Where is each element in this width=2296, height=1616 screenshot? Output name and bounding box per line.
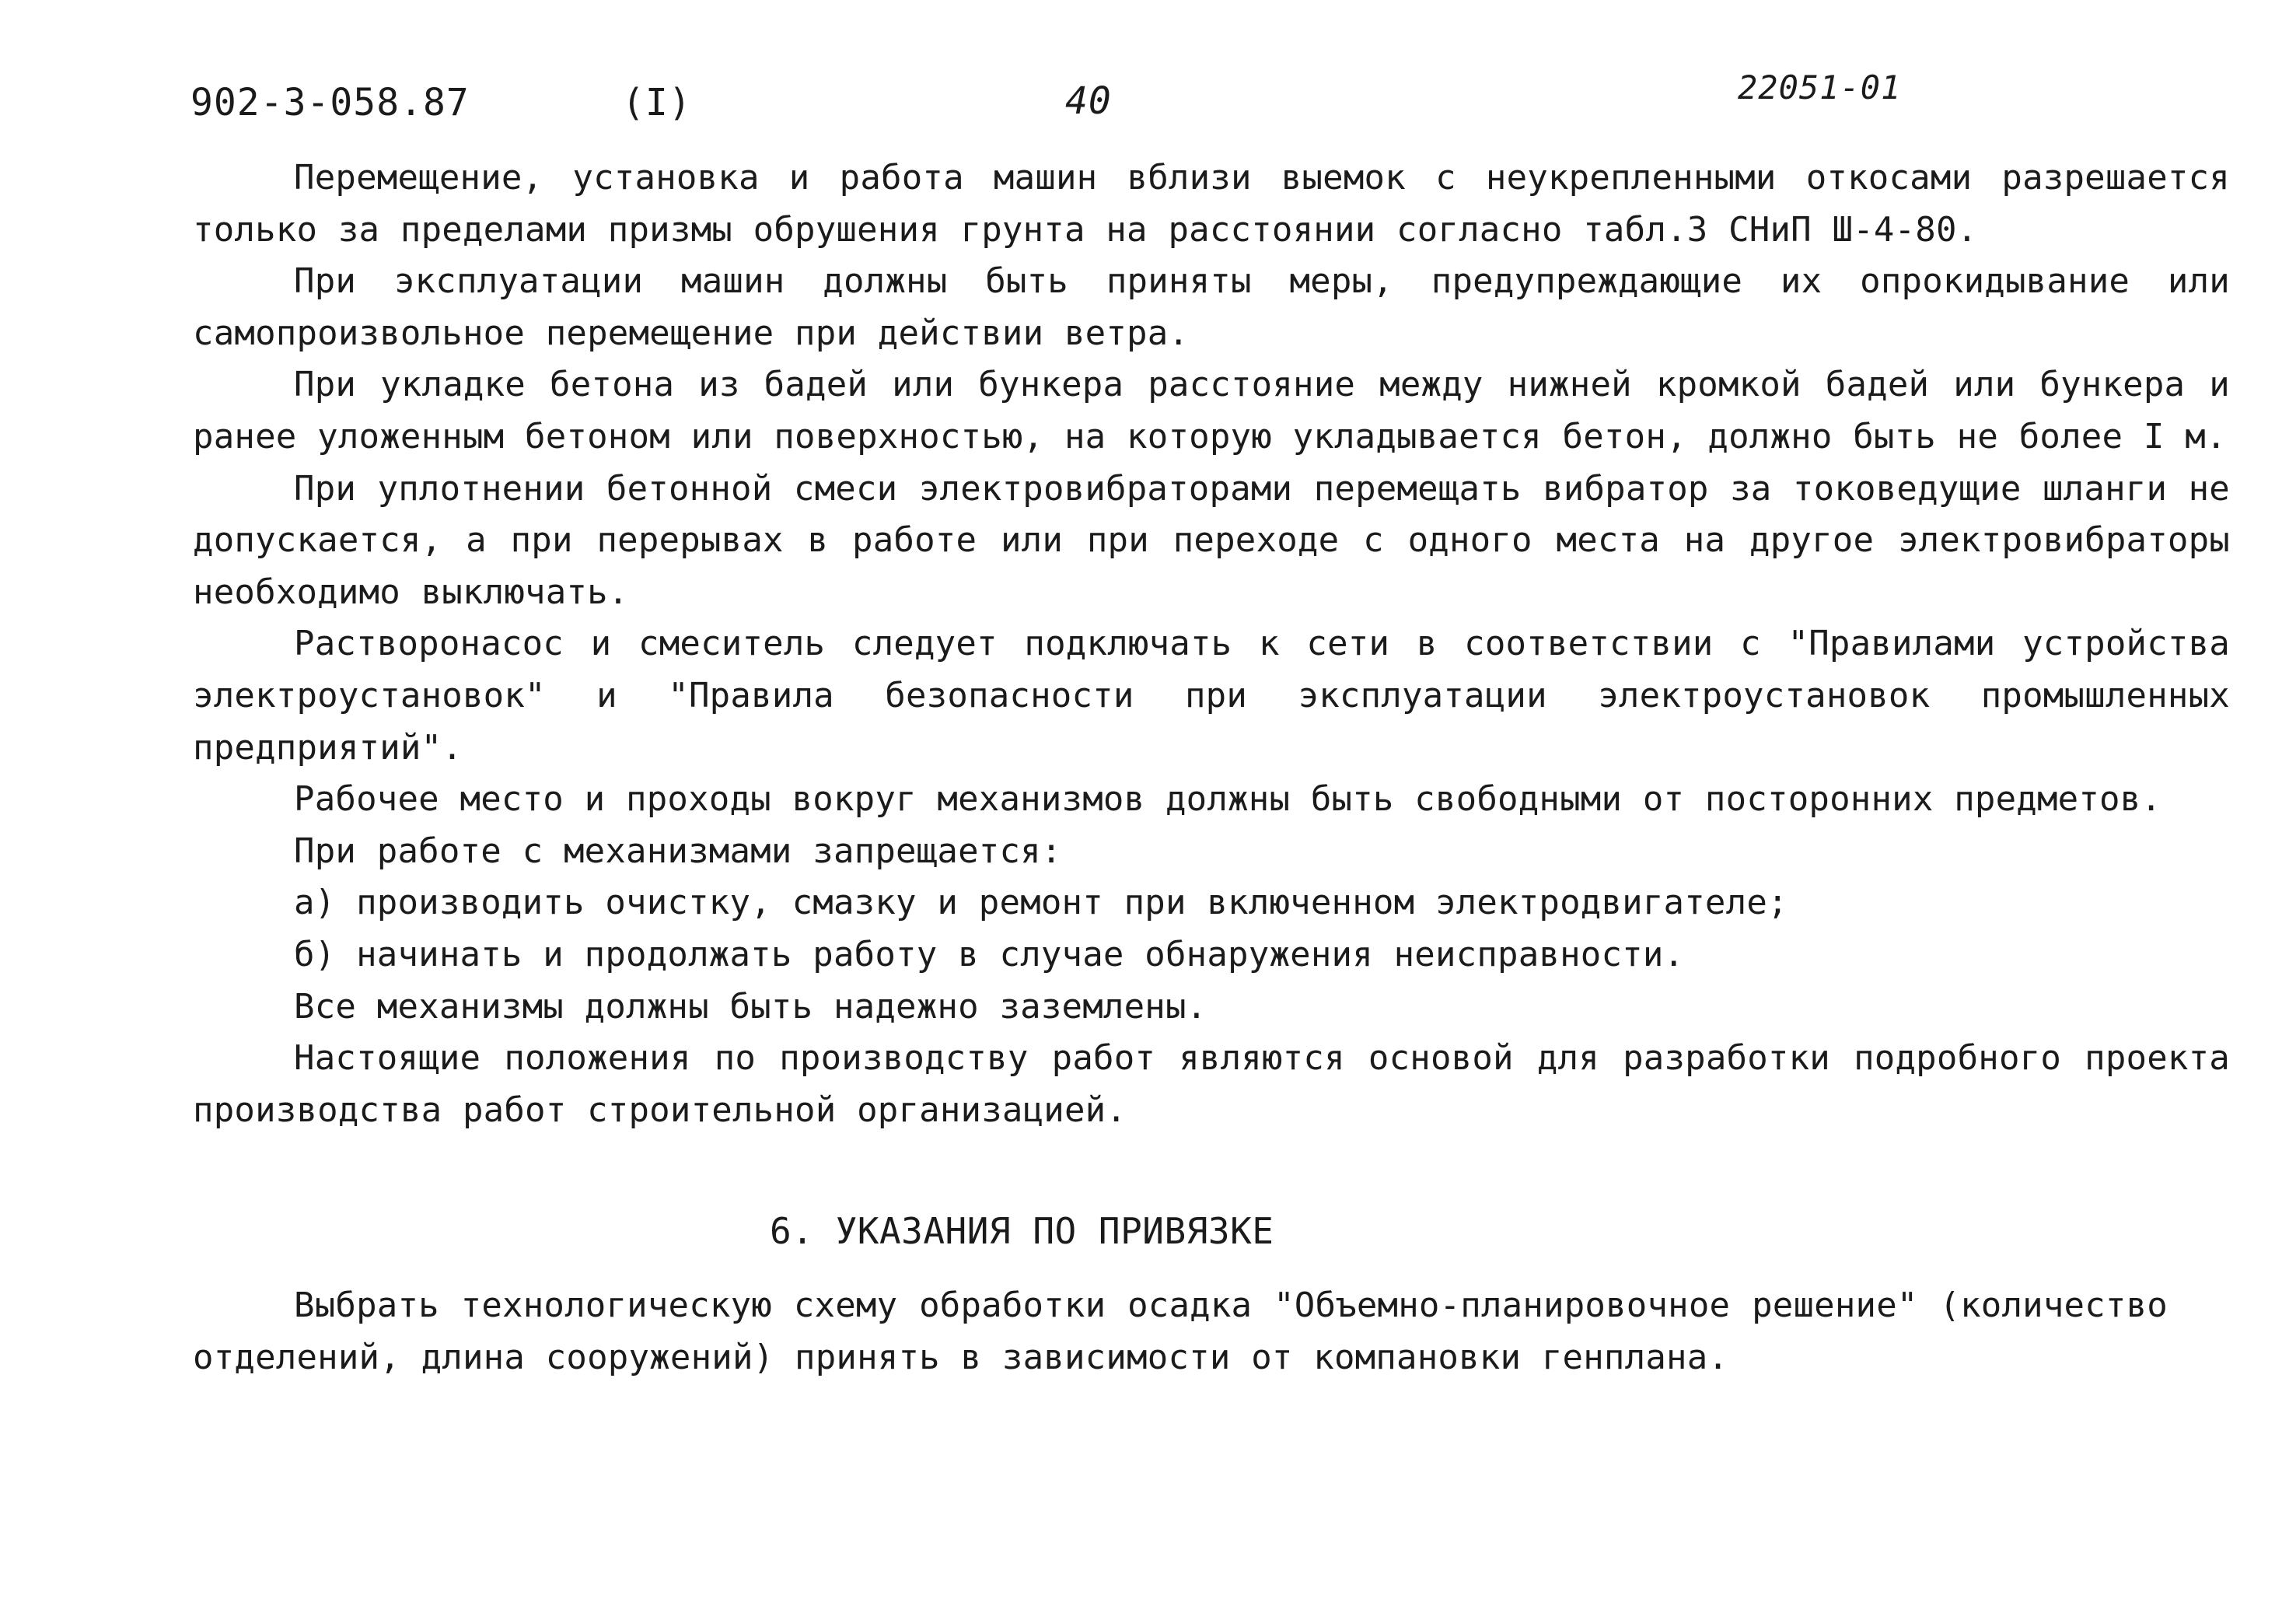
list-item-a: а) производить очистку, смазку и ремонт при включенном электродвигателе; xyxy=(294,883,1788,923)
body-text xyxy=(193,152,2230,1136)
document-code: 902-3-058.87 xyxy=(190,81,470,124)
paragraph-binding-instructions: Выбрать технологическую схему обработки осадка "Объемно-планировочное решение" (количество отделений, длина сооружений) принять в зависимости от компановки генплана. xyxy=(193,1285,2168,1377)
paragraph-concrete-placement: При укладке бетона из бадей или бункера расстояние между нижней кромкой бадей или бункера и ранее уложенным бетоном или поверхностью, на которую укладывается бетон, должно быть не более I м. xyxy=(193,365,2230,456)
paragraph-electrical-rules: Растворонасос и смеситель следует подключать к сети в соответствии с "Правилами устройства электроустановок" и "Правила безопасности при эксплуатации электроустановок промышленных предприятий". xyxy=(193,624,2230,768)
paragraph-machine-operation-wind: При эксплуатации машин должны быть приняты меры, предупреждающие их опрокидывание или самопроизвольное перемещение при действии ветра. xyxy=(193,261,2230,353)
section-text xyxy=(193,1280,2168,1383)
paragraph-machines-near-excavations: Перемещение, установка и работа машин вблизи выемок с неукрепленными откосами разрешается только за пределами призмы обрушения грунта на расстоянии согласно табл.3 СНиП Ш-4-80. xyxy=(193,158,2230,250)
paragraph-grounding: Все механизмы должны быть надежно заземлены. xyxy=(294,986,1207,1027)
paragraph-prohibitions-intro: При работе с механизмами запрещается: xyxy=(294,831,1062,871)
section-heading: 6. УКАЗАНИЯ ПО ПРИВЯЗКЕ xyxy=(770,1210,1274,1252)
list-item-b: б) начинать и продолжать работу в случае обнаружения неисправности. xyxy=(294,934,1685,974)
paragraph-vibrators: При уплотнении бетонной смеси электровибраторами перемещать вибратор за токоведущие шланги не допускается, а при перерывах в работе или при переходе с одного места на другое электровибраторы необходимо выключать. xyxy=(193,468,2230,612)
paragraph-workplace: Рабочее место и проходы вокруг механизмов должны быть свободными от посторонних предметов. xyxy=(294,779,2162,820)
page-number: 40 xyxy=(1065,79,1112,123)
sheet-marker: (I) xyxy=(622,81,692,124)
paragraph-basis: Настоящие положения по производству работ являются основой для разработки подробного проекта производства работ строительной организацией. xyxy=(193,1038,2230,1130)
archive-number: 22051-01 xyxy=(1738,68,1902,107)
